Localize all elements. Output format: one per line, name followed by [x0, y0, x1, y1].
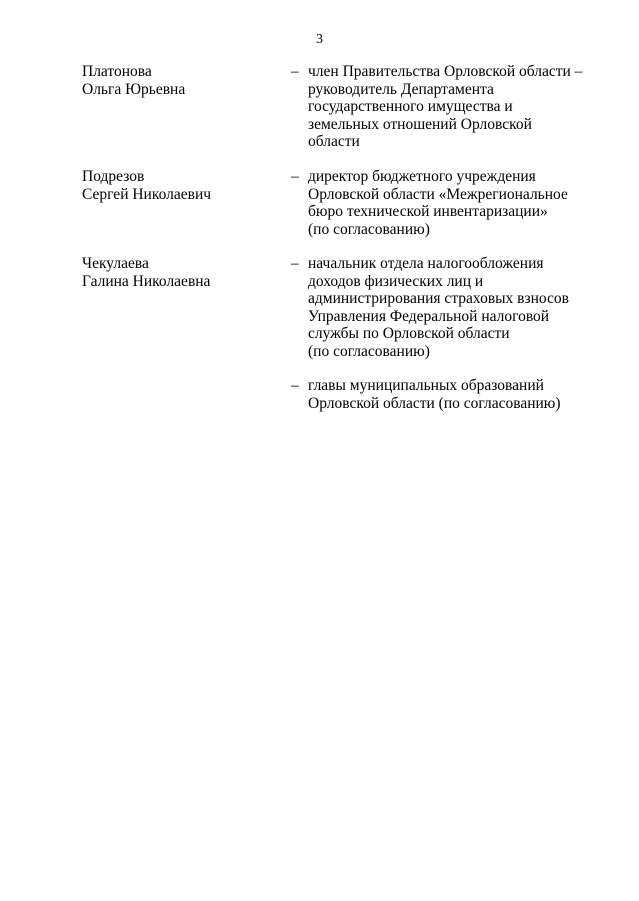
position-line: государственного имущества и — [308, 98, 513, 115]
member-name — [82, 255, 210, 290]
position-line: доходов физических лиц и — [308, 272, 484, 290]
position-line: член Правительства Орловской области – — [308, 63, 583, 80]
position-line: службы по Орловской области — [308, 325, 510, 342]
member-position — [308, 63, 582, 151]
position-line: бюро технической инвентаризации» — [308, 203, 548, 220]
position-line: (по согласованию) — [308, 342, 430, 360]
position-line: земельных отношений Орловской — [308, 115, 532, 133]
member-name — [82, 168, 211, 203]
position-line: директор бюджетного учреждения — [308, 168, 536, 185]
member-position — [308, 255, 569, 360]
position-line: администрирования страховых взносов — [308, 290, 569, 307]
member-position — [308, 168, 568, 238]
member-given-names: Ольга Юрьевна — [82, 80, 186, 98]
member-surname: Подрезов — [82, 168, 145, 185]
member-given-names: Сергей Николаевич — [82, 185, 212, 203]
dash-separator: – — [291, 255, 299, 272]
position-line: (по согласованию) — [308, 220, 430, 238]
page-number: 3 — [316, 32, 323, 47]
member-given-names: Галина Николаевна — [82, 272, 211, 290]
position-line: Управления Федеральной налоговой — [308, 307, 550, 325]
member-surname: Платонова — [82, 63, 152, 80]
position-line: начальник отдела налогообложения — [308, 255, 544, 272]
position-line: Орловской области (по согласованию) — [308, 394, 561, 412]
position-line: Орловской области «Межрегиональное — [308, 185, 568, 203]
member-surname: Чекулаева — [82, 255, 149, 272]
position-line: области — [308, 133, 360, 150]
dash-separator: – — [291, 168, 299, 185]
member-position — [308, 377, 561, 412]
dash-separator: – — [291, 63, 299, 80]
member-name — [82, 63, 185, 98]
position-line: главы муниципальных образований — [308, 377, 544, 394]
dash-separator: – — [291, 377, 299, 394]
position-line: руководитель Департамента — [308, 80, 494, 98]
